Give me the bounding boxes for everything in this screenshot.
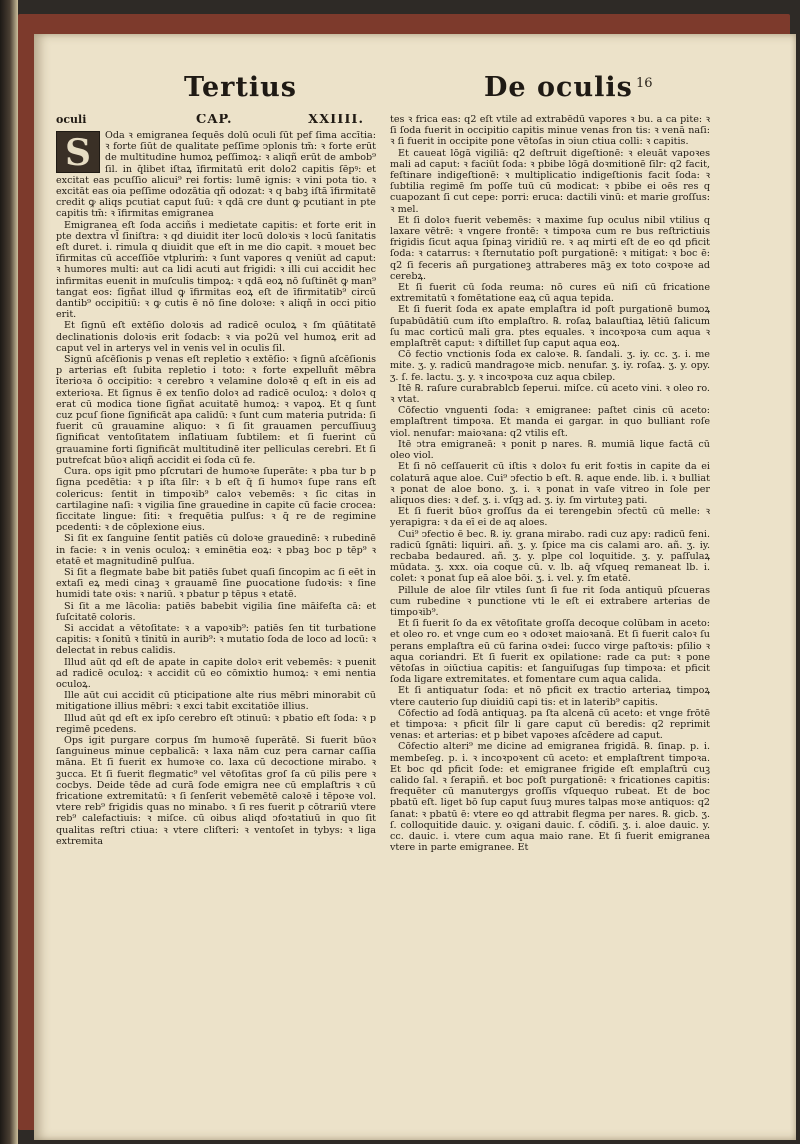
paragraph: Et ſi fuerit ſo da ex vētoſitate groſſa decoque colūbam in aceto: et oleo ro. et vnge cum eo ꝛ odoꝛet maioꝛanā. Et ſi fuerit caloꝛ ſu perans emplaſtra eū cū farina oꝛdei: ſucco virge paſtoꝛis: pſilio ꝛ aqua coriandri. Et ſi fuerit ex opilatione: rade ca put: ꝛ pone vētoſas in ↄiūctiua capitis: et ſanguiſugas ſup timpoꝛa: et pficit ſoda ligare extremitates. et fomentare cum aqua calida. <box>390 618 710 686</box>
paragraph: Cō fectio vnctionis ſoda ex caloꝛe. ℞. ſandali. ʒ. iy. cc. ʒ. i. me mite. ʒ. y. radicū mandragoꝛe micb. nenufar. ʒ. iy. roſaꝝ. ʒ. y. opy. ʒ. ſ. fe. lactu. ʒ. y. ꝛ incoꝛpoꝛa cuz aqua cbilep. <box>390 349 710 383</box>
paragraph: tes ꝛ frica eas: q2 eſt vtile ad extrabēdū vapores ꝛ bu. a ca pite: ꝛ ſi ſoda fuerit in occipitio capitis minue venas fron tis: ꝛ venā naſi: ꝛ ſi fuerit in occipite pone vētoſas in ↄiun ctiua colli: ꝛ capitis. <box>390 114 710 148</box>
running-head <box>34 72 796 112</box>
chapter-heading <box>56 114 376 130</box>
paragraph: Cōfectio vnguenti ſoda: ꝛ emigranee: paſtet cinis cū aceto: emplaſtrent timpoꝛa. Et manda ei gargar. in quo bulliant roſe viol. nenufar: maioꝛana: q2 vtilis eſt. <box>390 405 710 439</box>
paragraph: Illud aūt qd eſt de apate in capite doloꝛ erit vebemēs: ꝛ puenit ad radicē oculoꝝ: ꝛ accidit cū eo cōmixtio humoꝝ: ꝛ emi nentia oculoꝝ. <box>56 656 376 690</box>
paragraph: Ops igit purgare corpus ſm humoꝛē ſuperātē. Si fuerit būoꝛ ſanguineus minue cepbalicā: ꝛ laxa nām cuz pera carnar caſſia māna. Et ſi fuerit ex humoꝛe co. laxa cū decoctione mirabo. ꝛ ꝫucca. Et ſi fuerit flegmatic⁹ vel vētoſitas groſ ſa cū pilis pere ꝛ cocbys. Deide tēde ad curā ſode emigra nee cū emplaſtris ꝛ cū fricatione extremitatū: ꝛ ſi ſenſerit vebemētē caloꝛē i tēpoꝛe vol. vtere reb⁹ frigidis quas no minabo. ꝛ ſi res fuerit p cōtrariū vtere reb⁹ calefactiuis: ꝛ miſce. cū oibus aliqd ↄfoꝛtatiuū in quo ſit qualitas reſtri ctiua: ꝛ vtere cliſteri: ꝛ ventoſet in tybys: ꝛ liga extremita <box>56 734 376 847</box>
chapter-number: XXIIII. <box>308 114 365 127</box>
paragraph: Itē ℞. raſure curabrablcb ſeperui. miſce. cū aceto vini. ꝛ oleo ro. ꝛ vtat. <box>390 382 710 406</box>
paragraph: Et caueat lōgā vigiliā: q2 deſtruit digeſtionē: ꝛ eleuāt vapoꝛes mali ad caput: ꝛ faciūt ſoda: ꝛ pbibe lōgā doꝛmitionē ſilr: q2 facit, feſtinare indigeſtionē: ꝛ multiplicatio indigeſtionis facit ſoda: ꝛ ſubtilia regimē ſm poſſe tuū cū modicat: ꝛ pbibe ei oēs res q cuapozant ſi cut cepe: porri: eruca: dactili vinū: et marie groſſus: ꝛ mel. <box>390 147 710 215</box>
paragraph: Et ſi doloꝛ fuerit vebemēs: ꝛ maxime ſup oculus nibil vtilius q laxare vētrē: ꝛ vngere frontē: ꝛ timpoꝛa cum re bus reſtrictiuis frigidis ſicut aqua ſpinaꝫ viridiū re. ꝛ aq mirti eſt de eo qd pficit ſoda: ꝛ catarrus: ꝛ ſternutatio poſt purgationē: ꝛ mitigat: ꝛ boc ē: q2 ſi feceris añ purgationeꝫ attraberes māꝫ ex toto coꝛpoꝛe ad cerebꝝ. <box>390 214 710 282</box>
chapter-label: CAP. <box>196 114 233 127</box>
margin-note: oculi <box>56 114 87 126</box>
paragraph: Cura. ops igit pmo pſcrutari de humoꝛe ſuperāte: ꝛ pba tur b p ſigna pcedētia: ꝛ p iſta ſilr: ꝛ b eſt q̄ ſi humoꝛ ſupe rans eſt colericus: ſentit in timpoꝛib⁹ caloꝛ vebemēs: ꝛ ſic citas in cartilagine naſi: ꝛ vigilia ſine grauedine in capite cū facie crocea: ſiccitate lingue: ſiti: ꝛ frequētia pulſus: ꝛ q̄ re de regimine pcedenti: ꝛ de cōplexione eius. <box>56 466 376 534</box>
paragraph: Et ſi fuerit cū ſoda reuma: nō cures eū niſi cū fricatione extremitatū ꝛ fomētatione eaꝝ cū aqua tepida. <box>390 282 710 305</box>
text-column-right <box>390 114 710 1114</box>
text-column-left <box>56 114 376 1114</box>
paragraph: Cōfectio ad ſodā antiquaꝫ. pa ſta alcenā cū aceto: et vnge frōtē et timpoꝛa: ꝛ pficit ſilr li gare caput cū beredis: q2 reprimit venas: et arterias: et p bibet vapoꝛes aſcēdere ad caput. <box>390 707 710 742</box>
book-gutter-edge <box>0 0 18 1144</box>
paragraph: Pillule de aloe ſilr vtiles ſunt ſi fue rit ſoda antiquū pſcueras cum rubedine ꝛ punctione vti le eſt ei extrabere arterias de timpoꝛib⁹. <box>390 584 710 618</box>
paragraph: Et ſi fuerit būoꝛ groſſus da ei terengebin ↄfectū cū melle: ꝛ yerapigra: ꝛ da eī ei de aq aloes. <box>390 506 710 529</box>
running-title-right: De oculis <box>484 72 633 103</box>
paragraph: Si accidat a vētoſitate: ꝛ a vapoꝛib⁹: patiēs ſen tit turbatione capitis: ꝛ ſonitū ꝛ tīnitū in aurib⁹: ꝛ mutatio ſoda de loco ad locū: ꝛ delectat in rebus calidis. <box>56 622 376 657</box>
book-page <box>34 34 796 1140</box>
running-title-left: Tertius <box>184 72 297 103</box>
paragraph: Et ſignū eſt extēſio doloꝛis ad radicē oculoꝝ ꝛ ſm qūātitatē declinationis doloꝛis erit ſodacb: ꝛ via po2ū vel humoꝝ erit ad caput vel in arterys vel in venis vel in oculis ſil. <box>56 320 376 354</box>
book-cover-board <box>18 14 790 1130</box>
paragraph: Cōfectio alteri⁹ me dicine ad emigranea frigidā. ℞. ſinap. p. i. membeſeg. p. i. ꝛ incoꝛpoꝛent cū aceto: et emplaſtrent timpoꝛa. Et boc qd pficit ſode: et emigranee frigide eſt emplaſtrū cuꝫ calido ſal. ꝛ ſerapiñ. et boc poſt purgationē: ꝛ fricationes capitis: frequēter cū manutergys groſſis vſquequo rubeat. Et de boc pbatū eſt. liget bō ſup caput ſuuꝫ mures talpas moꝛe antiquos: q2 ſanat: ꝛ pbatū ē: vtere eo qd attrabit flegma per nares. ℞. gicb. ʒ. ſ. colloquitide dauic. y. oꝛigani dauic. ſ. cōdiſi. ʒ. i. aloe dauic. y. cc. dauic. i. vtere cum aqua maio rane. Et ſi fuerit emigranea vtere in parte emigranee. Et <box>390 741 710 854</box>
folio-number: 16 <box>636 76 653 91</box>
paragraph: Et ſi nō ceſſauerit cū iſtis ꝛ doloꝛ fu erit foꝛtis in capite da ei colaturā aque aloe. Cui⁹ ↄfectio b eſt. ℞. aque ende. lib. i. ꝛ bulliat ꝛ ponat de aloe bono. ʒ. i. ꝛ ponat in vaſe vitreo in ſole per aliquos dies: ꝛ def. ʒ. i. vſqꝫ ad. ʒ. iy. ſm virtuteꝫ pati. <box>390 461 710 506</box>
paragraph: Oda ꝛ emigranea ſequēs dolū oculi ſūt pef ſima accītia: ꝛ forte ſiūt de qualitate peſſime ↄplonis tm̄: ꝛ forte erūt de multitudine humoꝝ peſſimoꝝ: ꝛ aliqñ erūt de ambob⁹ ſil. in q̄libet iſtaꝝ īfirmitatū erit dolo2 capitis ſēpꝰ: et excitat eas pcuſſio alicui⁹ rei fortis: lumē ignis: ꝛ vini pota tio. ꝛ excitāt eas oia peſſime odozātia qñ odozat: ꝛ q babꝫ iſtā īfirmitatē credit ꝙ aliqs pcutiat caput ſuū: ꝛ qdā cre dunt ꝙ pcutiant in pte capitis tm̄: ꝛ īfirmitas emigranea <box>56 130 376 220</box>
paragraph: Signū aſcēſionis p venas eſt repletio ꝛ extēſio: ꝛ ſignū aſcēſionis p arterias eſt ſubita repletio i toto: ꝛ forte expelluñt mēbra īterioꝛa ō occipitio: ꝛ cerebro ꝛ velamine doloꝛē q eſt in eis ad exterioꝛa. Et ſignus ē ex tenſio doloꝛ ad radicē oculoꝝ: ꝛ doloꝛ q erat cū modica tione ſigñat acuitatē humoꝝ: ꝛ vapoꝝ. Et q ſunt cuz pcuſ ſione ſignificāt apa calidū: ꝛ ſunt cum materia putrida: ſi fuerit cū grauamine aliquo: ꝛ ſi ſit grauamen percuſſiuuꝫ ſignificat ventoſitatem inſlatiuam ſubtilem: et ſi fuerint cū grauamine forti ſignificāt multitudinē iter pelliculas cerebri. Et ſi putrefcat būoꝛ aliqñ accidit ei ſoda cū fe. <box>56 354 376 466</box>
paragraph: Et ſi fuerit ſoda ex apate emplaſtra id poſt purgationē bumoꝝ ſupabūdātiū cum iſto emplaſtro. ℞. roſaꝝ balauſtiaꝝ lētiū ſalicum ſu mac corticū mali gra. ptes equales. ꝛ incoꝛpoꝛa cum aqua ꝛ emplaſtrēt caput: ꝛ diſtillet ſup caput aqua eoꝝ. <box>390 304 710 350</box>
paragraph: Cui⁹ ↄfectio ē bec. ℞. iy. grana mirabo. radi cuz apy: radicū feni. radicū ſgnāti: liquiri. añ. ʒ. y. ſpice ma cis calami aro. añ. ʒ. iy. recbaba bedaured. añ. ʒ. y. plpe col loquitide. ʒ. y. paſſulaꝝ mūdata. ʒ. xxx. oia coque cū. v. lb. aq̄ vſqueq remaneat lb. i. colet: ꝛ ponat ſup eā aloe bōi. ʒ. i. vel. y. ſm etatē. <box>390 528 710 585</box>
paragraph: Illud aūt qd eſt ex ipſo cerebro eſt ↄtinuū: ꝛ pbatio eſt ſoda: ꝛ p regimē pcedens. <box>56 712 376 735</box>
paragraph: Ille aūt cui accidit cū pticipatione alte rius mēbri minorabit cū mitigatione illius mēbri: ꝛ exci tabit excitatiōe illius. <box>56 690 376 713</box>
paragraph: Itē ↄtra emigraneā: ꝛ ponit p nares. ℞. mumiā lique factā cū oleo viol. <box>390 438 710 462</box>
paragraph: Emigranea eſt ſoda acciñs i medietate capitis: et forte erit in pte dextra vl̄ ſiniſtra: ꝛ qd diuidit iter locū doloꝛis ꝛ locū ſanitatis eſt duret. i. rimula q diuidit que eſt in me dio capit. ꝛ mouet bec īfirmitas cū acceſſiōe vtpluriṁ: ꝛ ſunt vapores q veniūt ad caput: ꝛ humores multi: aut ca lidi acuti aut frigidi: ꝛ illi cui accidit hec infirmitas euenit in muſculis timpoꝝ: ꝛ qdā eoꝝ nō ſuſtinēt ꝙ man⁹ tangat eos: ſigñat illud ꝙ īfirmitas eoꝝ eſt de īfirmitatib⁹ circū dantib⁹ occipitiū: ꝛ ꝙ cutis ē nō ſine doloꝛe: ꝛ aliqñ in occi pitio erit. <box>56 219 376 321</box>
paragraph: Si ſit a flegmate babe bit patiēs ſubet quaſi ſincopim ac ſi eēt in extaſi eꝝ medi cinaꝫ ꝛ grauamē ſine ꝑuocatione ſudoꝛis: ꝛ ſine humidi tate oꝛis: ꝛ nariū. ꝛ pbatur p tēpus ꝛ etatē. <box>56 566 376 601</box>
paragraph: Et ſi antiquatur ſoda: et nō pficit ex tractio arteriaꝝ timpoꝝ vtere cauterio ſup diuidiū capi tis: et in laterib⁹ capitis. <box>390 685 710 708</box>
paragraph: Si ſit ex ſanguine ſentit patiēs cū doloꝛe grauedinē: ꝛ rubedinē in facie: ꝛ in venis oculoꝝ: ꝛ eminētia eoꝝ: ꝛ pbaꝫ boc p tēp⁹ ꝛ etatē et magnitudinē pulſua. <box>56 533 376 567</box>
decorated-initial: S <box>56 131 100 173</box>
paragraph: Si ſit a me lācolia: patiēs babebit vigilia ſine māifeſta cā: et ſuſcitatē coloris. <box>56 600 376 623</box>
